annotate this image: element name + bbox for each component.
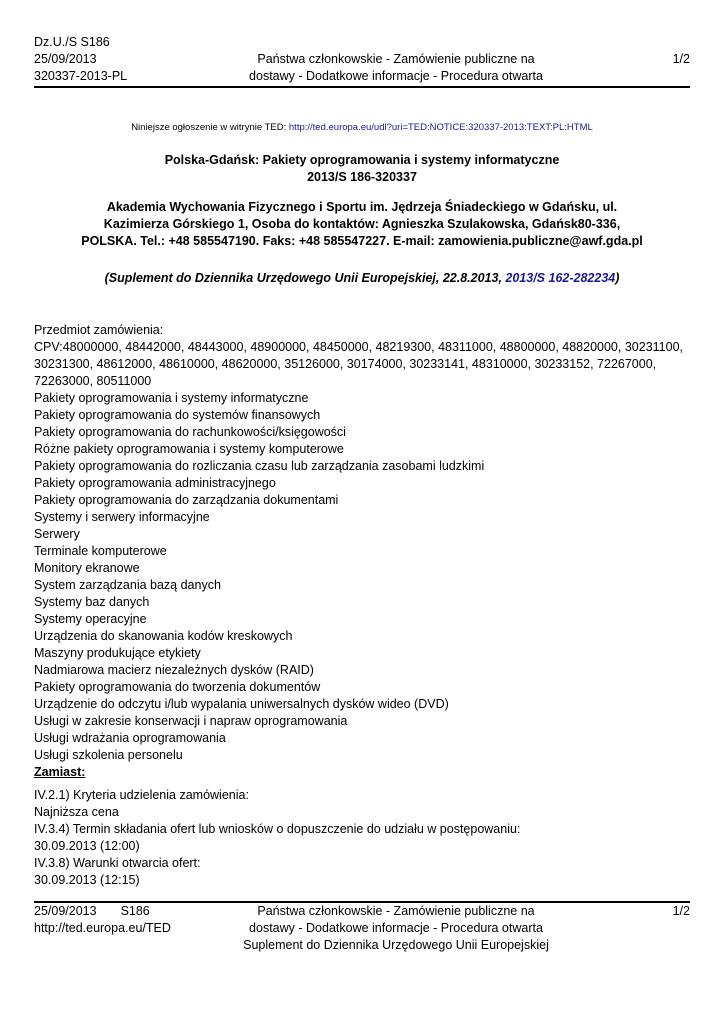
footer-page-number: 1/2 — [672, 904, 690, 918]
list-item: Pakiety oprogramowania do rozliczania czasu lub zarządzania zasobami ludzkimi — [34, 459, 485, 473]
header-title — [234, 51, 558, 85]
list-item: Usługi w zakresie konserwacji i napraw oprogramowania — [34, 714, 348, 728]
list-item: Usługi wdrażania oprogramowania — [34, 731, 226, 745]
contracting-authority — [34, 199, 690, 250]
instead-line: IV.3.4) Termin składania ofert lub wniosków o dopuszczenie do udziału w postępowaniu: — [34, 822, 521, 836]
list-item: Pakiety oprogramowania do rachunkowości/księgowości — [34, 425, 346, 439]
instead-line: 30.09.2013 (12:00) — [34, 839, 140, 853]
instead-line: 30.09.2013 (12:15) — [34, 873, 140, 887]
subject-label: Przedmiot zamówienia: — [34, 323, 164, 337]
list-item: Pakiety oprogramowania do systemów finansowych — [34, 408, 321, 422]
list-item: Monitory ekranowe — [34, 561, 140, 575]
header-date: 25/09/2013 — [34, 52, 97, 66]
list-item: Usługi szkolenia personelu — [34, 748, 183, 762]
footer-title-line3: Suplement do Dziennika Urzędowego Unii Europejskiej — [243, 938, 549, 952]
page-footer — [34, 903, 690, 955]
ted-notice-prefix: Niniejsze ogłoszenie w witrynie TED: — [131, 122, 287, 133]
notice-title-line2: 2013/S 186-320337 — [307, 170, 417, 184]
authority-line3: POLSKA. Tel.: +48 585547190. Faks: +48 585547227. E-mail: zamowienia.publiczne@awf.gda.pl — [81, 234, 643, 248]
supplement-suffix: ) — [615, 271, 620, 285]
authority-line2: Kazimierza Górskiego 1, Osoba do kontaktów: Agnieszka Szulakowska, Gdańsk80-336, — [103, 217, 621, 231]
footer-url: http://ted.europa.eu/TED — [34, 921, 171, 935]
list-item: Systemy operacyjne — [34, 612, 147, 626]
list-item: Pakiety oprogramowania do tworzenia dokumentów — [34, 680, 321, 694]
notice-title — [34, 152, 690, 186]
notice-title-line1: Polska-Gdańsk: Pakiety oprogramowania i systemy informatyczne — [164, 153, 560, 167]
list-item: Systemy i serwery informacyjne — [34, 510, 210, 524]
footer-title-line2: dostawy - Dodatkowe informacje - Procedura otwarta — [249, 921, 543, 935]
list-item: Serwery — [34, 527, 80, 541]
list-item: Nadmiarowa macierz niezależnych dysków (RAID) — [34, 663, 314, 677]
list-item: Urządzenie do odczytu i/lub wypalania uniwersalnych dysków wideo (DVD) — [34, 697, 449, 711]
page-header — [34, 34, 690, 86]
header-title-line2: dostawy - Dodatkowe informacje - Procedura otwarta — [249, 69, 543, 83]
header-doc-ref: Dz.U./S S186 — [34, 35, 110, 49]
header-title-line1: Państwa członkowskie - Zamówienie publiczne na — [257, 52, 535, 66]
ted-notice — [34, 122, 690, 134]
header-divider — [34, 86, 690, 88]
supplement-reference — [34, 270, 690, 287]
footer-title — [214, 903, 578, 954]
list-item: Maszyny produkujące etykiety — [34, 646, 201, 660]
header-notice-id: 320337-2013-PL — [34, 69, 128, 83]
list-item: Pakiety oprogramowania administracyjnego — [34, 476, 276, 490]
footer-date: 25/09/2013 — [34, 904, 97, 918]
notice-body — [34, 322, 694, 889]
header-meta — [34, 34, 194, 85]
list-item: System zarządzania bazą danych — [34, 578, 221, 592]
list-item: Terminale komputerowe — [34, 544, 167, 558]
instead-line: IV.3.8) Warunki otwarcia ofert: — [34, 856, 201, 870]
cpv-codes: CPV:48000000, 48442000, 48443000, 48900000, 48450000, 48219300, 48311000, 48800000, 48820000, 30231100, 30231300, 48612000, 48610000, 48620000, 35126000, 30174000, 30233141, 48310000, 30233152, 72267000, 72263000, 80511000 — [34, 340, 683, 388]
instead-label: Zamiast: — [34, 765, 86, 779]
footer-meta — [34, 903, 194, 937]
header-page-number: 1/2 — [672, 52, 690, 66]
footer-series: S186 — [120, 904, 150, 918]
list-item: Systemy baz danych — [34, 595, 150, 609]
instead-line: Najniższa cena — [34, 805, 119, 819]
list-item: Pakiety oprogramowania do zarządzania dokumentami — [34, 493, 339, 507]
footer-title-line1: Państwa członkowskie - Zamówienie publiczne na — [257, 904, 535, 918]
supplement-link[interactable]: 2013/S 162-282234 — [505, 271, 616, 285]
instead-line: IV.2.1) Kryteria udzielenia zamówienia: — [34, 788, 249, 802]
ted-notice-link[interactable]: http://ted.europa.eu/udl?uri=TED:NOTICE:320337-2013:TEXT:PL:HTML — [288, 122, 593, 133]
supplement-prefix: (Suplement do Dziennika Urzędowego Unii Europejskiej, 22.8.2013, — [104, 271, 506, 285]
list-item: Urządzenia do skanowania kodów kreskowych — [34, 629, 293, 643]
list-item: Pakiety oprogramowania i systemy informatyczne — [34, 391, 309, 405]
authority-line1: Akademia Wychowania Fizycznego i Sportu im. Jędrzeja Śniadeckiego w Gdańsku, ul. — [106, 200, 618, 214]
list-item: Różne pakiety oprogramowania i systemy komputerowe — [34, 442, 344, 456]
